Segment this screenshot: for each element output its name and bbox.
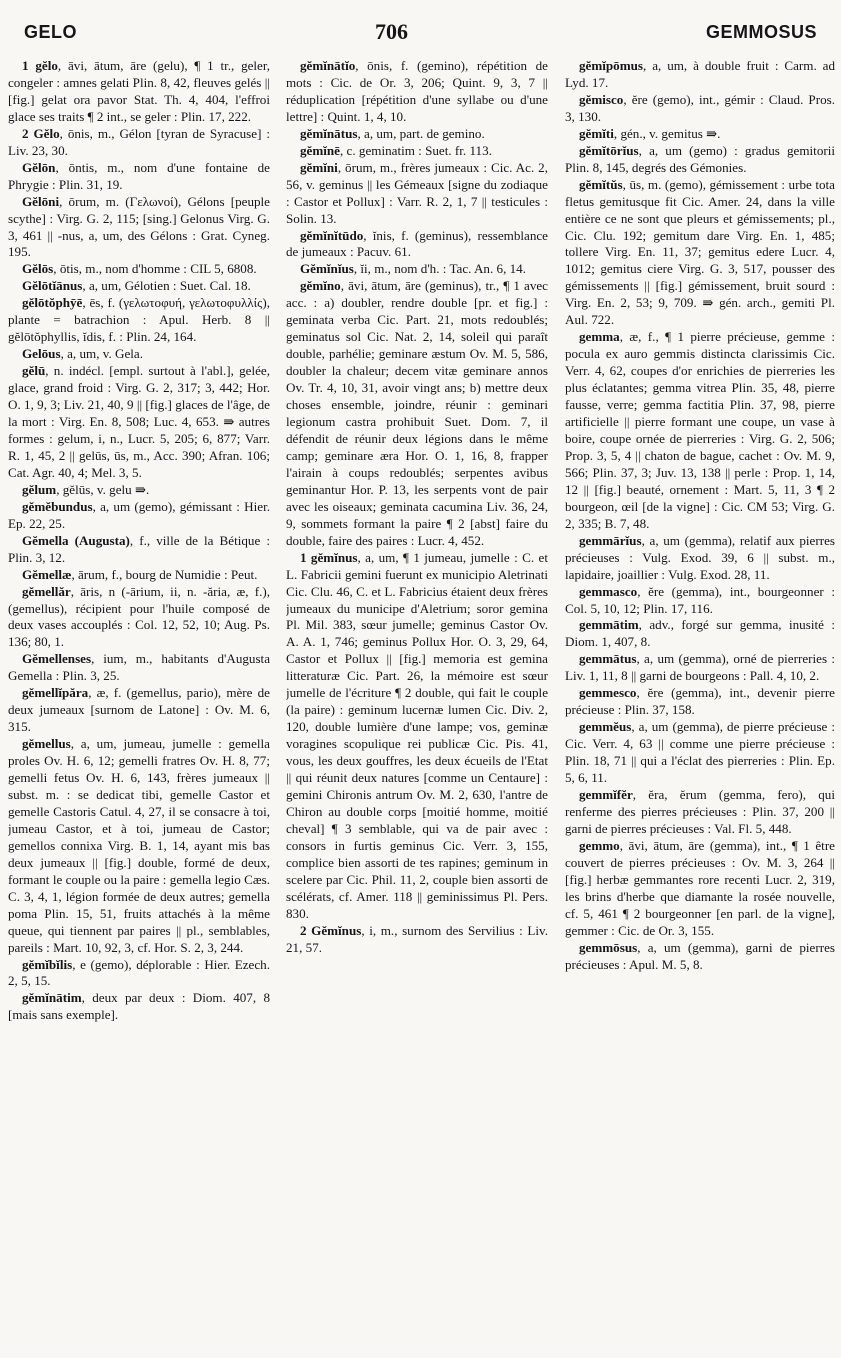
- dictionary-entry: gĕmellus, a, um, jumeau, jumelle : gemella proles Ov. H. 6, 12; gemelli fratres Ov. H. 8, 77; gemelli fetus Ov. H. 6, 143, frères jumeaux || subst. m. : se dedicat tibi, gemelle Castor et gemelle Castoris Catul. 4, 27, il se consacre à toi, jumeau Castor, et à toi, jumeau de Castor; gemellos connixa Virg. B. 1, 14, ayant mis bas deux jumeaux || [fig.] double, formé de deux, formant le couple ou la paire : gemella legio Cæs. C. 3, 4, 1, légion formée de deux autres; gemella poma Plin. 15, 51, fruits attachés à la même queue, qui tiennent par paires || pl., semblables, pareils : Mart. 10, 92, 3, cf. Hor. S. 2, 3, 244.: [8, 736, 270, 955]
- dictionary-entry: gĕmellăr, āris, n (-ārium, ii, n. -ăria, æ, f.), (gemellus), récipient pour l'huile composé de deux vases accouplés : Col. 12, 52, 10; Aug. Ps. 136; 80, 1.: [8, 583, 270, 650]
- dictionary-entry: gĕmĭpōmus, a, um, à double fruit : Carm. ad Lyd. 17.: [565, 58, 835, 90]
- dictionary-entry: gemma, æ, f., ¶ 1 pierre précieuse, gemme : pocula ex auro gemmis distincta clarissimis Cic. Verr. 4, 62, coupes d'or enrichies de pierreries les plus éclatantes; gemma vitrea Plin. 35, 48, pierre fausse, verre; gemma factitia Plin. 37, 98, pierre artificielle || pierre formant une coupe, un vase à boire, coupe ornée de pierreries : Virg. G. 2, 506; Prop. 3, 5, 4 || chaton de bague, cachet : Ov. M. 9, 566; Plin. 37, 3; Juv. 13, 138 || perle : Prop. 1, 14, 12 || [fig.] beauté, ornement : Mart. 5, 11, 3 ¶ 2 bourgeon, œil [de la vigne] : Cic. CM 53; Virg. G. 2, 335; B. 7, 48.: [565, 329, 835, 531]
- column-middle: [286, 58, 548, 1348]
- dictionary-entry: gĕmĭnātim, deux par deux : Diom. 407, 8 [mais sans exemple].: [8, 990, 270, 1023]
- column-right: [565, 58, 835, 1348]
- right-guide-word: GEMMOSUS: [705, 21, 817, 42]
- dictionary-entry: Gĕmellæ, ārum, f., bourg de Numidie : Peut.: [22, 566, 258, 582]
- dictionary-entry: 1 gĕlo, āvi, ātum, āre (gelu), ¶ 1 tr., geler, congeler : amnes gelati Plin. 8, 42, fleuves gelés || [fig.] gelat ora pavor Stat. Th. 4, 404, l'effroi glace ses traits ¶ 2 int., se geler : Plin. 17, 222.: [8, 58, 270, 124]
- dictionary-entry: gemmĭfĕr, ĕra, ĕrum (gemma, fero), qui renferme des pierres précieuses : Plin. 37, 200 || garni de pierres précieuses : Val. Fl. 5, 448.: [565, 786, 835, 836]
- dictionary-entry: gĕmĭno, āvi, ātum, āre (geminus), tr., ¶ 1 avec acc. : a) doubler, rendre double [pr. et fig.] : geminata verba Cic. Part. 21, mots redoublés; geminatus sol Cic. Nat. 2, 14, soleil qui paraît double, parhélie; geminare æstum Ov. M. 5, 586, doubler la chaleur; decem vitæ geminare annos Ov. Tr. 4, 10, 31, avoir vingt ans; b) mettre deux choses ensemble, joindre, réunir : geminari legionum castra prohibuit Suet. Dom. 7, il défendit de réunir deux légions dans le même camp; geminare æra Hor. O. 1, 16, 8, frapper l'airain à coups redoublés; serpentes avibus geminantur Hor. P. 13, les serpents vont de pair avec les oiseaux; geminata cacumina Liv. 36, 24, 9, sommets formant la paire ¶ 2 [abst] faire du double, faire des paires : Lucr. 4, 452.: [286, 278, 548, 548]
- dictionary-entry: gĕmellĭpăra, æ, f. (gemellus, pario), mère de deux jumeaux [surnom de Latone] : Ov. M. 6, 315.: [8, 685, 270, 735]
- page-header: [24, 16, 817, 48]
- dictionary-entry: gĕmĭnātus, a, um, part. de gemino.: [300, 125, 485, 141]
- dictionary-entry: gemmasco, ĕre (gemma), int., bourgeonner : Col. 5, 10, 12; Plin. 17, 116.: [565, 583, 835, 616]
- dictionary-entry: gĕlū, n. indécl. [empl. surtout à l'abl.], gelée, glace, grand froid : Virg. G. 2, 317; 3, 442; Hor. O. 1, 9, 3; Liv. 21, 40, 9 || [fig.] glaces de l'âge, de la mort : Virg. En. 8, 508; Luc. 4, 653. ⇛ autres formes : gelum, i, n., Lucr. 5, 205; 6, 877; Varr. R. 1, 45, 2 || gelūs, ūs, m., Acc. 390; Afran. 106; Cat. Agr. 40, 4; Mel. 3, 5.: [8, 363, 270, 480]
- dictionary-entry: Gĕlōtĭānus, a, um, Gélotien : Suet. Cal. 18.: [22, 278, 251, 294]
- dictionary-entry: Gĕmĭnĭus, ĭi, m., nom d'h. : Tac. An. 6, 14.: [300, 261, 526, 277]
- dictionary-entry: gĕlum, gĕlūs, v. gelu ⇛.: [22, 481, 150, 497]
- dictionary-entry: gĕmisco, ĕre (gemo), int., gémir : Claud. Pros. 3, 130.: [565, 91, 835, 124]
- dictionary-entry: gemmātim, adv., forgé sur gemma, inusité : Diom. 1, 407, 8.: [565, 617, 835, 650]
- dictionary-entry: gĕmĭtŭs, ūs, m. (gemo), gémissement : urbe tota fletus gemitusque fit Cic. Amer. 24, dans la ville entière ce ne sont que pleurs et gémissements; pl., Cic. Clu. 192; gemitum dare Virg. En. 1, 485; tollere Virg. En. 11, 37; gemitus edere Lucr. 4, 1012; gemitus ciere Virg. G. 3, 517, pousser des gémissements || [fig.] gémissement, bruit sourd : Virg. En. 2, 53; 9, 709. ⇛ gén. arch., gemiti Pl. Aul. 722.: [565, 176, 835, 328]
- dictionary-entry: gemmo, āvi, ātum, āre (gemma), int., ¶ 1 être couvert de pierres précieuses : Ov. M. 3, 264 || [fig.] herbæ gemmantes rore recenti Lucr. 2, 319, les brins d'herbe que diamante la rosée nouvelle, cf. 5, 461 ¶ 2 bourgeonner [en parl. de la vigne], gemmer : Cic. de Or. 3, 155.: [565, 837, 835, 938]
- dictionary-entry: gemmesco, ĕre (gemma), int., devenir pierre précieuse : Plin. 37, 158.: [565, 685, 835, 718]
- dictionary-entry: Gĕlōni, ōrum, m. (Γελωνοί), Gélons [peuple scythe] : Virg. G. 2, 115; [sing.] Gelonus Virg. G. 3, 461 || -nus, a, um, des Gélons : Grat. Cyneg. 195.: [8, 193, 270, 260]
- column-left: [8, 58, 270, 1348]
- dictionary-entry: gemmĕus, a, um (gemma), de pierre précieuse : Cic. Verr. 4, 63 || comme une pierre précieuse : Plin. 18, 71 || qui a l'éclat des pierreries : Plin. Ep. 5, 6, 11.: [565, 719, 835, 786]
- dictionary-entry: gĕlōtŏphȳē, ēs, f. (γελωτοφυή, γελωτοφυλλίς), plante = batrachion : Apul. Herb. 8 || gĕlōtŏphyllis, ĭdis, f. : Plin. 24, 164.: [8, 295, 270, 345]
- dictionary-entry: Gĕlōs, ōtis, m., nom d'homme : CIL 5, 6808.: [22, 261, 257, 277]
- dictionary-entry: gemmārĭus, a, um (gemma), relatif aux pierres précieuses : Vulg. Exod. 39, 6 || subst. m., lapidaire, joaillier : Vulg. Exod. 28, 11.: [565, 532, 835, 582]
- dictionary-entry: gemmātus, a, um (gemma), orné de pierreries : Liv. 1, 11, 8 || garni de bourgeons : Pall. 4, 10, 2.: [565, 651, 835, 684]
- dictionary-entry: gemmōsus, a, um (gemma), garni de pierres précieuses : Apul. M. 5, 8.: [565, 939, 835, 972]
- dictionary-entry: Gĕmella (Augusta), f., ville de la Bétique : Plin. 3, 12.: [8, 532, 270, 565]
- dictionary-entry: gĕmĭnĭtūdo, ĭnis, f. (geminus), ressemblance de jumeaux : Pacuv. 61.: [286, 227, 548, 260]
- dictionary-entry: gĕmĭni, ōrum, m., frères jumeaux : Cic. Ac. 2, 56, v. geminus || les Gémeaux [signe du zodiaque : Castor et Pollux] : Varr. R. 2, 1, 7 || testicules : Solin. 13.: [286, 159, 548, 226]
- dictionary-entry: Gĕlōn, ōntis, m., nom d'une fontaine de Phrygie : Plin. 31, 19.: [8, 159, 270, 192]
- left-guide-word: GELO: [24, 21, 78, 42]
- page-number: 706: [375, 19, 408, 44]
- dictionary-entry: gĕmĭti, gén., v. gemitus ⇛.: [579, 125, 721, 141]
- dictionary-entry: Gelōus, a, um, v. Gela.: [22, 346, 143, 362]
- dictionary-entry: 2 Gĕlo, ōnis, m., Gélon [tyran de Syracuse] : Liv. 23, 30.: [8, 125, 270, 158]
- dictionary-entry: gĕmĕbundus, a, um (gemo), gémissant : Hier. Ep. 22, 25.: [8, 498, 270, 531]
- dictionary-entry: gĕmĭnātĭo, ōnis, f. (gemino), répétition de mots : Cic. de Or. 3, 206; Quint. 9, 3, 7 || réduplication [répétition d'une syllabe ou d'une lettre] : Quint. 1, 4, 10.: [286, 58, 548, 124]
- dictionary-entry: gĕmĭtōrĭus, a, um (gemo) : gradus gemitorii Plin. 8, 145, degrés des Gémonies.: [565, 142, 835, 175]
- dictionary-entry: 1 gĕmĭnus, a, um, ¶ 1 jumeau, jumelle : C. et L. Fabricii gemini fuerunt ex municipio Aletrinati Cic. Clu. 46, C. et L. Fabricius étaient deux frères jumeaux du municipe d'Aletrium; soror gemina Pl. Mil. 383, sœur jumelle; geminus Castor Ov. A. A. 1, 746; geminus Pollux Hor. O. 3, 29, 64, Castor et Pollux || [fig.] memoria est gemina litteraturæ Cic. Part. 26, la mémoire est sœur jumelle de l'écriture ¶ 2 double, qui fait le couple (la paire) : geminum lucernæ lumen Cic. Div. 2, 120, double lumière d'une lampe; vos, geminæ voragines scopulique rei publicæ Cic. Pis. 41, vous, les deux gouffres, les deux écueils de l'Etat || qui réunit deux natures [comme un Centaure] : gemini Chironis antrum Ov. M. 2, 630, l'antre de Chiron au double corps [moitié homme, moitié cheval] ¶ 3 semblable, qui va de pair avec : consors in furtis geminus Cic. Verr. 3, 155, complice bien assorti de tes rapines; geminum in scelere par Cic. Phil. 11, 2, couple bien assorti de scélérats, cf. Amer. 118 || geminissimus Pl. Pers. 830.: [286, 549, 548, 921]
- dictionary-entry: gĕmĭnē, c. geminatim : Suet. fr. 113.: [300, 142, 492, 158]
- dictionary-entry: 2 Gĕmĭnus, i, m., surnom des Servilius : Liv. 21, 57.: [286, 922, 548, 955]
- dictionary-entry: Gĕmellenses, ium, m., habitants d'Augusta Gemella : Plin. 3, 25.: [8, 651, 270, 684]
- dictionary-entry: gĕmĭbĭlis, e (gemo), déplorable : Hier. Ezech. 2, 5, 15.: [8, 956, 270, 989]
